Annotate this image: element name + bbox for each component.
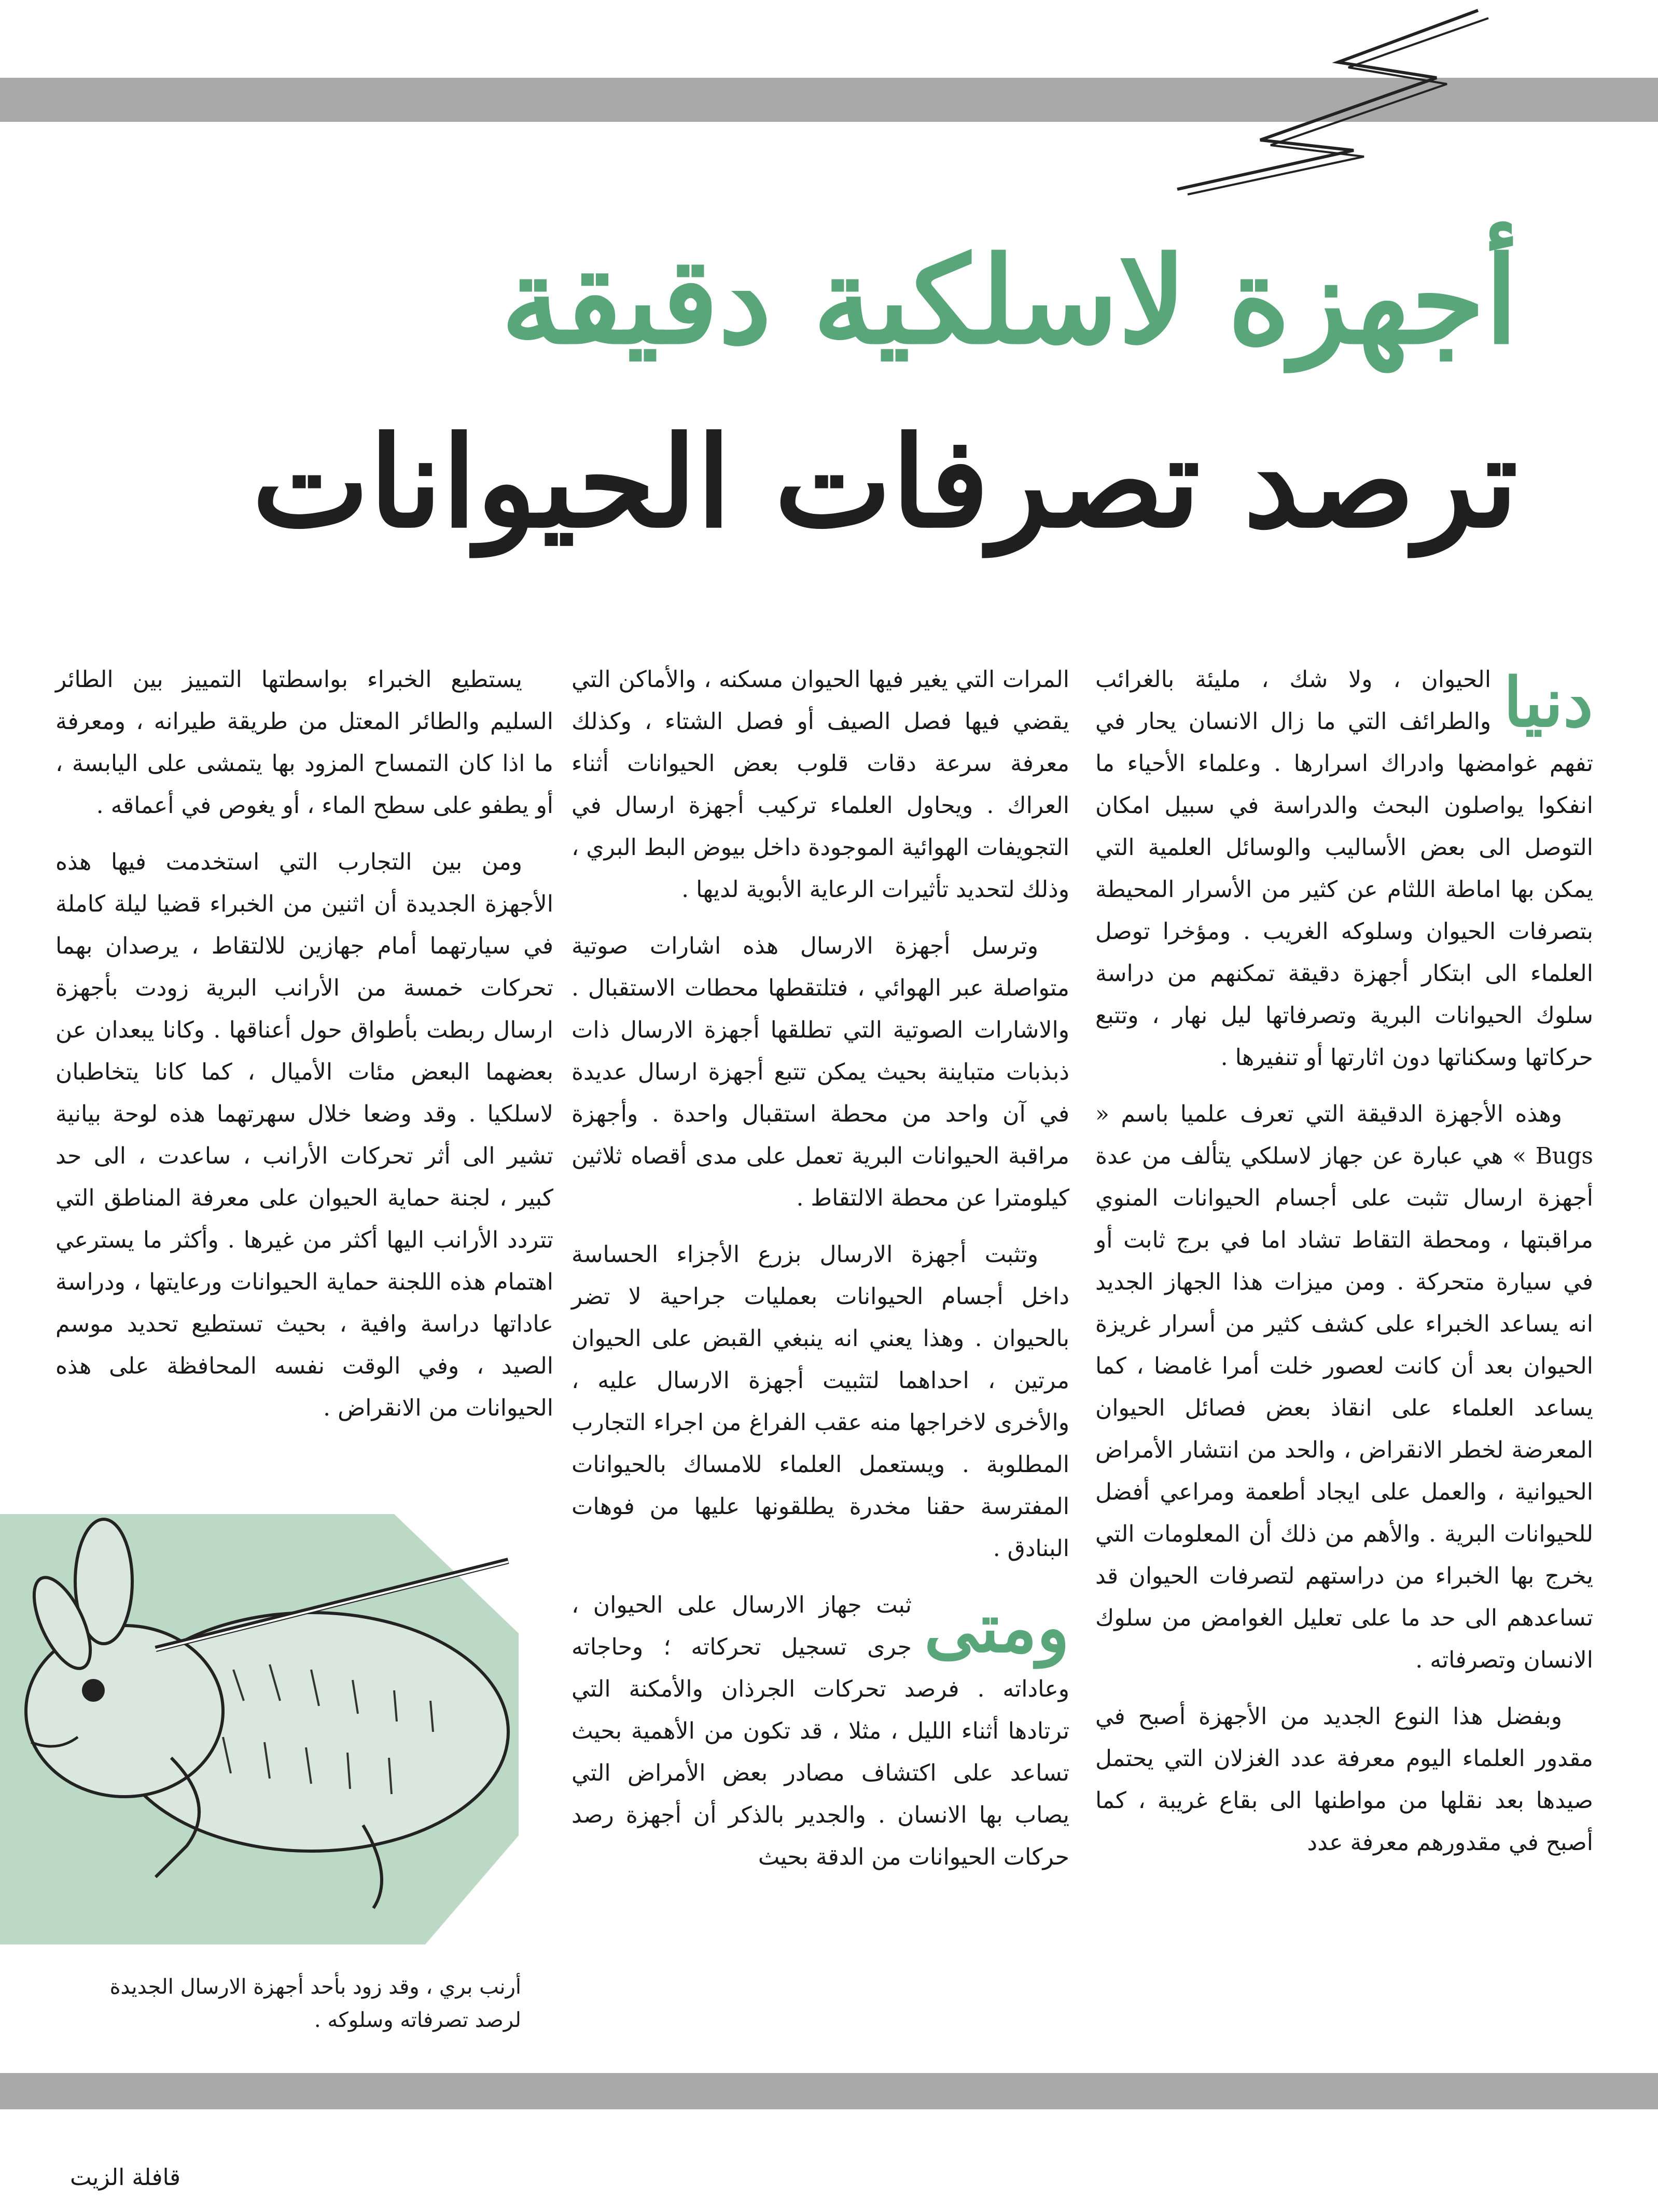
paragraph: وهذه الأجهزة الدقيقة التي تعرف علميا باسم « Bugs » هي عبارة عن جهاز لاسلكي يتألف من عدة أجهزة ارسال تثبت على أجسام الحيوانات المنوي مراقبتها ، ومحطة التقاط تشاد اما في برج ثابت أو في سيارة متحركة . ومن ميزات هذا الجهاز الجديد انه يساعد الخبراء على كشف كثير من أسرار غريزة الحيوان بعد أن كانت لعصور خلت أمرا غامضا ، كما يساعد العلماء على انقاذ بعض فصائل الحيوان المعرضة لخطر الانقراض ، والحد من انتشار الأمراض الحيوانية ، والعمل على ايجاد أطعمة ومراعي أفضل للحيوانات البرية . والأهم من ذلك أن المعلومات التي يخرج بها الخبراء من دراستهم لتصرفات الحيوان قد تساعدهم الى حد ما على تعليل الغوامض من سلوك الانسان وتصرفاته . — [1095, 1101, 1594, 1673]
bottom-gray-band — [0, 2073, 1658, 2109]
paragraph-text: ثبت جهاز الارسال على الحيوان ، جرى تسجيل تحركاته ؛ وحاجاته وعاداته . فرصد تحركات الجرذان والأمكنة التي ترتادها أثناء الليل ، مثلا ، قد تكون من الأهمية بحيث تساعد على اكتشاف مصادر بعض الأمراض التي يصاب بها الانسان . والجدير بالذكر أن أجهزة رصد حركات الحيوانات من الدقة بحيث — [572, 1592, 1069, 1870]
paragraph — [572, 1584, 1069, 1878]
paragraph: ومن بين التجارب التي استخدمت فيها هذه الأجهزة الجديدة أن اثنين من الخبراء قضيا ليلة كاملة في سيارتهما أمام جهازين للالتقاط ، يرصدان بهما تحركات خمسة من الأرانب البرية زودت بأجهزة ارسال ربطت بأطواق حول أعناقها . وكانا يبعدان عن بعضهما البعض مئات الأميال ، كما كانا يتخاطبان لاسلكيا . وقد وضعا خلال سهرتهما هذه لوحة بيانية تشير الى أثر تحركات الأرانب ، ساعدت ، الى حد كبير ، لجنة حماية الحيوان على معرفة المناطق التي تتردد الأرانب اليها أكثر من غيرها . وأكثر ما يسترعي اهتمام هذه اللجنة حماية الحيوانات ورعايتها ، ودراسة عاداتها دراسة وافية ، بحيث تستطيع تحديد موسم الصيد ، وفي الوقت نفسه المحافظة على هذه الحيوانات من الانقراض . — [55, 849, 553, 1421]
paragraph: وتثبت أجهزة الارسال بزرع الأجزاء الحساسة داخل أجسام الحيوانات بعمليات جراحية لا تضر بالحيوان . وهذا يعني انه ينبغي القبض على الحيوان مرتين ، احداهما لتثبيت أجهزة الارسال عليه ، والأخرى لاخراجها منه عقب الفراغ من اجراء التجارب المطلوبة . ويستعمل العلماء للامساك بالحيوانات المفترسة حقنا مخدرة يطلقونها عليها من فوهات البنادق . — [572, 1241, 1069, 1562]
paragraph-text: الحيوان ، ولا شك ، مليئة بالغرائب والطرائف التي ما زال الانسان يحار في تفهم غوامضها وادراك اسرارها . وعلماء الأحياء ما انفكوا يواصلون البحث والدراسة في سبيل امكان التوصل الى بعض الأساليب والوسائل العلمية التي يمكن بها اماطة اللثام عن كثير من الأسرار المحيطة بتصرفات الحيوان وسلوكه الغريب . ومؤخرا توصل العلماء الى ابتكار أجهزة دقيقة تمكنهم من دراسة سلوك الحيوانات البرية وتصرفاتها ليل نهار ، وتتبع حركاتها وسكناتها دون اثارتها أو تنفيرها . — [1095, 666, 1593, 1071]
drop-initial-word: ومتى — [924, 1588, 1069, 1668]
article-column-3 — [55, 659, 553, 1530]
paragraph: يستطيع الخبراء بواسطتها التمييز بين الطائر السليم والطائر المعتل من طريقة طيرانه ، ومعرفة ما اذا كان التمساح المزود بها يتمشى على اليابسة ، أو يطفو على سطح الماء ، أو يغوص في أعماقه . — [55, 666, 553, 819]
paragraph: المرات التي يغير فيها الحيوان مسكنه ، والأماكن التي يقضي فيها فصل الصيف أو فصل الشتاء ، وكذلك معرفة سرعة دقات قلوب بعض الحيوانات أثناء العراك . ويحاول العلماء تركيب أجهزة ارسال في التجويفات الهوائية الموجودة داخل بيوض البط البري ، وذلك لتحديد تأثيرات الرعاية الأبوية لديها . — [572, 666, 1069, 903]
paragraph — [1095, 659, 1593, 1079]
article-column-1 — [1095, 659, 1593, 1986]
paragraph: وبفضل هذا النوع الجديد من الأجهزة أصبح في مقدور العلماء اليوم معرفة عدد الغزلان التي يحتمل صيدها بعد نقلها من مواطنها الى بقاع غريبة ، كما أصبح في مقدورهم معرفة عدد — [1095, 1703, 1593, 1856]
drop-initial-word: دنيا — [1503, 663, 1593, 742]
magazine-name: قافلة الزيت — [70, 2164, 180, 2191]
headline-line-2: ترصد تصرفات الحيوانات — [252, 409, 1518, 555]
paragraph: وترسل أجهزة الارسال هذه اشارات صوتية متواصلة عبر الهوائي ، فتلتقطها محطات الاستقبال . والاشارات الصوتية التي تطلقها أجهزة الارسال ذات ذبذبات متباينة بحيث يمكن تتبع أجهزة ارسال عديدة في آن واحد من محطة استقبال واحدة . وأجهزة مراقبة الحيوانات البرية تعمل على مدى أقصاه ثلاثين كيلومترا عن محطة الالتقاط . — [572, 933, 1069, 1211]
figure-caption: أرنب بري ، وقد زود بأحد أجهزة الارسال الجديدة لرصد تصرفاته وسلوكه . — [109, 1975, 521, 2032]
lightning-bolt-decoration — [1167, 0, 1504, 197]
article-column-2 — [572, 659, 1069, 1986]
rabbit-illustration — [0, 1514, 570, 1944]
headline-line-1: أجهزة لاسلكية دقيقة — [501, 231, 1518, 371]
